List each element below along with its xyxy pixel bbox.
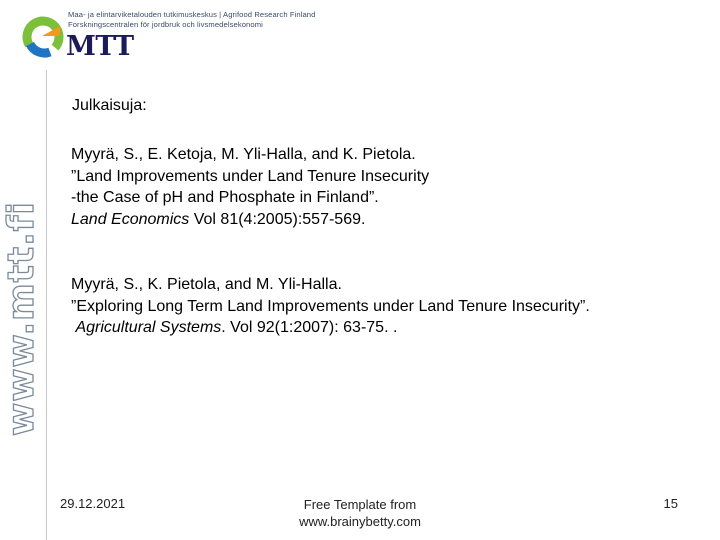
reference-1 [71,144,429,230]
ref2-journal: Agricultural Systems [75,319,222,336]
ref1-citation [71,209,429,231]
sidebar-divider [46,70,47,540]
ref1-journal: Land Economics [71,210,190,228]
footer-date: 29.12.2021 [60,496,126,511]
ref1-volume: Vol 81(4:2005):557-569. [189,210,366,228]
page-number: 15 [663,496,678,511]
footer-credit-line1: Free Template from [303,497,417,512]
page-heading: Julkaisuja: [72,97,147,114]
footer-credit-line2: www.brainybetty.com [299,514,421,529]
reference-2 [71,274,590,339]
ref2-citation [71,317,590,339]
org-name-line1: Maa- ja elintarviketalouden tutkimuskeskus | Agrifood Research Finland [68,10,316,19]
ref1-authors: Myyrä, S., E. Ketoja, M. Yli-Halla, and K. Pietola. [71,146,416,163]
ref2-authors: Myyrä, S., K. Pietola, and M. Yli-Halla. [71,276,342,293]
org-name-line2: Forskningscentralen för jordbruk och livsmedelsekonomi [68,20,263,29]
ref1-title-line2: -the Case of pH and Phosphate in Finland”. [71,189,379,206]
logo-text: MTT [66,31,134,62]
vertical-url: www.mtt.fi [1,201,42,436]
ref2-title: ”Exploring Long Term Land Improvements under Land Tenure Insecurity”. [71,297,590,315]
ref2-volume: . Vol 92(1:2007): 63-75. . [221,319,398,336]
mtt-logo-icon [20,14,66,60]
footer-credit [260,496,460,530]
ref1-title-line1: ”Land Improvements under Land Tenure Insecurity [71,167,430,185]
